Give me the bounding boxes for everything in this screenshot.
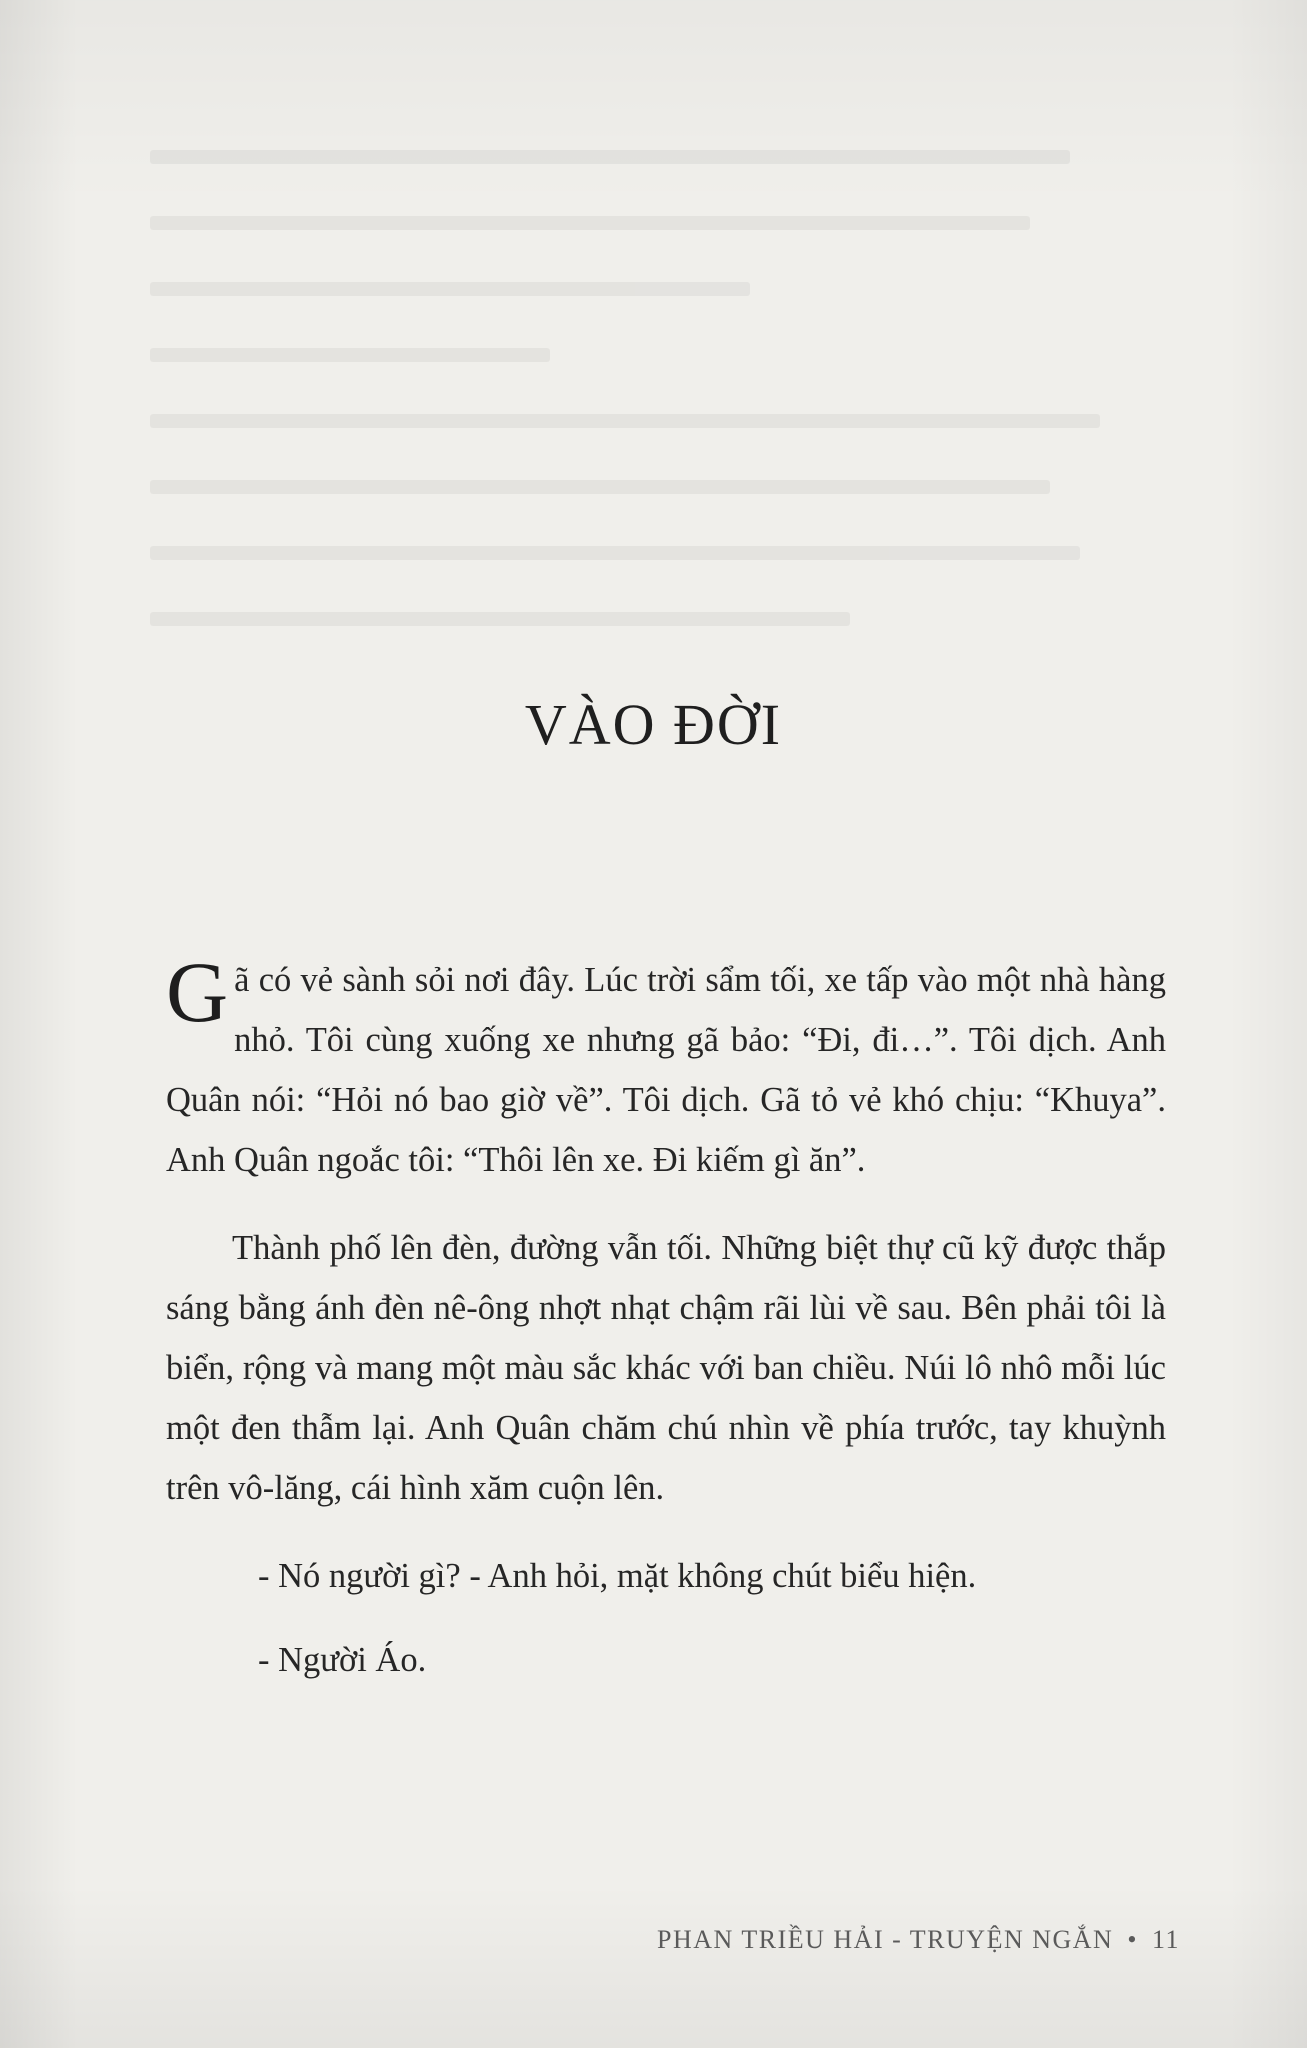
paragraph-1 [166, 944, 1166, 1190]
chapter-title: VÀO ĐỜI [524, 691, 783, 757]
page-footer [600, 1925, 1180, 1955]
footer-separator: • [1127, 1925, 1138, 1954]
page-number: 11 [1151, 1925, 1180, 1954]
paragraph-1-text: ã có vẻ sành sỏi nơi đây. Lúc trời sẩm tối, xe tấp vào một nhà hàng nhỏ. Tôi cùng xuống xe nhưng gã bảo: “Đi, đi…”. Tôi dịch. Anh Quân nói: “Hỏi nó bao giờ về”. Tôi dịch. Gã tỏ vẻ khó chịu: “Khuya”. Anh Quân ngoắc tôi: “Thôi lên xe. Đi kiếm gì ăn”. [166, 961, 1166, 1179]
dialogue-line-1: - Nó người gì? - Anh hỏi, mặt không chút biểu hiện. [258, 1557, 977, 1595]
running-title: PHAN TRIỀU HẢI - TRUYỆN NGẮN [657, 1925, 1114, 1954]
drop-cap: G [166, 944, 229, 1040]
paragraph-2: Thành phố lên đèn, đường vẫn tối. Những biệt thự cũ kỹ được thắp sáng bằng ánh đèn nê-ông nhợt nhạt chậm rãi lùi về sau. Bên phải tôi là biển, rộng và mang một màu sắc khác với ban chiều. Núi lô nhô mỗi lúc một đen thẫm lại. Anh Quân chăm chú nhìn về phía trước, tay khuỳnh trên vô-lăng, cái hình xăm cuộn lên. [166, 1229, 1166, 1507]
dialogue-line-2: - Người Áo. [258, 1641, 427, 1679]
story-body [166, 944, 1166, 1690]
